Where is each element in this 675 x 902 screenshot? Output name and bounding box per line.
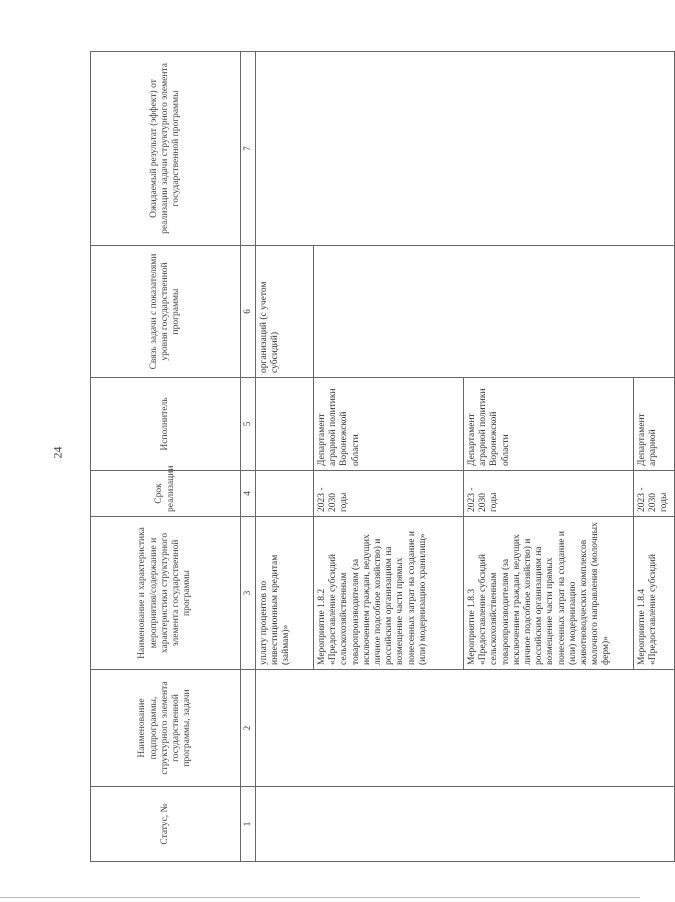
cell-status xyxy=(256,787,675,862)
cell-term: 2023 - 2030 годы xyxy=(314,471,464,517)
cell-executor: Департамент аграрной политики Воронежской области xyxy=(314,378,464,471)
cell-result xyxy=(256,52,675,246)
cell-term: 2023 - 2030 годы xyxy=(464,471,634,517)
header-measure: Наименование и характеристика мероприятия/содержание и характеристики структурного элемента государственной программы xyxy=(91,517,241,670)
header-term: Срок реализации xyxy=(91,471,241,517)
cell-executor: Департамент аграрной политики Воронежской области xyxy=(464,378,634,471)
cell-measure: Мероприятие 1.8.4 «Предоставление субсидий xyxy=(634,517,675,670)
header-result: Ожидаемый результат (эффект) от реализации задачи структурного элемента государственной программы xyxy=(91,52,241,246)
cell-measure: уплату процентов по инвестиционным кредитам (займам)» xyxy=(256,517,314,670)
header-link: Связь задачи с показателями уровня государственной программы xyxy=(91,246,241,378)
cell-executor xyxy=(256,378,314,471)
column-number: 5 xyxy=(241,378,256,471)
bottom-scan-line xyxy=(0,897,640,898)
cell-link xyxy=(314,246,675,378)
column-number: 7 xyxy=(241,52,256,246)
column-number: 2 xyxy=(241,670,256,787)
cell-link: организаций (с учетом субсидий) xyxy=(256,246,314,378)
cell-executor: Департамент аграрной xyxy=(634,378,675,471)
table-row xyxy=(256,52,314,862)
program-table xyxy=(90,51,675,862)
header-status: Статус, № xyxy=(91,787,241,862)
header-executor: Исполнитель xyxy=(91,378,241,471)
cell-subprogram xyxy=(256,670,675,787)
column-number: 4 xyxy=(241,471,256,517)
column-number-row xyxy=(241,52,256,862)
column-number: 3 xyxy=(241,517,256,670)
column-number: 6 xyxy=(241,246,256,378)
cell-measure: Мероприятие 1.8.2 «Предоставление субсидий сельскохозяйственным товаропроизводителям (за исключением граждан, ведущих личное подсобное хозяйство) и российским организациям на возмещение части прямых понесенных затрат на создание и (или) модернизацию хранилищ» xyxy=(314,517,464,670)
cell-term: 2023 - 2030 годы xyxy=(634,471,675,517)
cell-measure: Мероприятие 1.8.3 «Предоставление субсидий сельскохозяйственным товаропроизводителям (за исключением граждан, ведущих личное подсобное хозяйство) и российским организациям на возмещение части прямых понесенных затрат на создание и (или) модернизацию животноводческих комплексов молочного направления (молочных ферм)» xyxy=(464,517,634,670)
rotated-page-content xyxy=(90,52,670,862)
header-subprogram: Наименование подпрограммы, структурного элемента государственной программы, задачи xyxy=(91,670,241,787)
header-row xyxy=(91,52,241,862)
column-number: 1 xyxy=(241,787,256,862)
cell-term xyxy=(256,471,314,517)
page-number: 24 xyxy=(50,446,65,459)
